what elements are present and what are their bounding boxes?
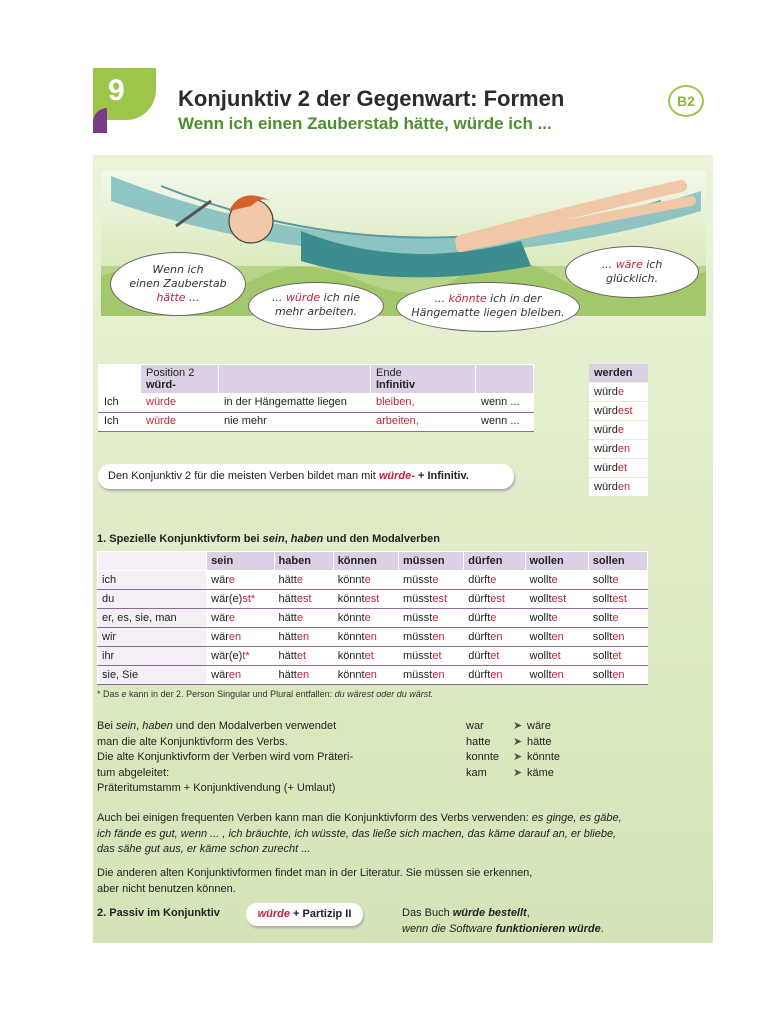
conjugation-cell: wollte: [525, 571, 588, 590]
conjugation-cell: dürfte: [464, 571, 525, 590]
speech-bubble-1: [110, 252, 246, 316]
t2-header-row: [98, 552, 648, 571]
table-row: [98, 647, 648, 666]
sentence-structure-table: [98, 364, 534, 432]
conjugation-cell: wäre: [207, 609, 274, 628]
conjugation-cell: solltest: [588, 590, 647, 609]
conjugation-cell: hätte: [274, 571, 333, 590]
arrow-icon: ➤: [513, 766, 523, 779]
explanation-paragraph-2: Auch bei einigen frequenten Verben kann man die Konjunktivform des Verbs verwenden: es ginge, es gäbe, ich fände es gut, wenn ... , ich bräuchte, ich wüsste, das ließe sich machen, das käme darauf an, er bliebe, das sähe gut aus, er käme schon zurecht ...: [97, 812, 622, 855]
bubble-1-line2: einen Zauberstab: [129, 277, 227, 290]
level-badge: B2: [668, 85, 704, 117]
werden-form: würden: [589, 440, 648, 458]
bubble-1-verb: hätte: [156, 291, 186, 304]
bubble-2-line2: mehr arbeiten.: [274, 305, 358, 318]
conjugation-cell: müssten: [398, 666, 463, 685]
person-label: er, es, sie, man: [98, 609, 207, 628]
pill-highlight: würde: [257, 908, 290, 920]
conjugation-cell: hätte: [274, 609, 333, 628]
conjugation-cell: wären: [207, 666, 274, 685]
t1-row: [99, 394, 534, 413]
conjugation-cell: müsste: [398, 609, 463, 628]
pill-text: + Partizip II: [289, 908, 352, 920]
conjugation-cell: wollten: [525, 666, 588, 685]
conjugation-cell: sollten: [588, 628, 647, 647]
t1-tail: wenn ...: [476, 413, 534, 432]
arrow-icon: ➤: [513, 735, 523, 748]
explanation-paragraph-3: Die anderen alten Konjunktivformen findet man in der Literatur. Sie müssen sie erkennen, aber nicht benutzen können.: [97, 867, 533, 895]
werden-conjugation-list: [589, 364, 648, 497]
t1-empty: [99, 365, 141, 394]
speech-bubble-4: [565, 246, 699, 298]
t1-verb: würde: [141, 413, 219, 432]
bubble-4-pre: ...: [601, 258, 616, 271]
bubble-4-verb: wäre: [615, 258, 643, 271]
preterite-to-subjunctive-list: [466, 719, 560, 781]
footnote: * Das e kann in der 2. Person Singular und Plural entfallen: du wärest oder du wärst.: [97, 689, 434, 699]
t1-subject: Ich: [99, 394, 141, 413]
conjugation-cell: müsstet: [398, 647, 463, 666]
conjugation-cell: wolltest: [525, 590, 588, 609]
section-1-heading: 1. Spezielle Konjunktivform bei sein, haben und den Modalverben: [97, 533, 440, 545]
t1-verb: würde: [141, 394, 219, 413]
conjugation-cell: hätten: [274, 666, 333, 685]
conjugation-cell: könnte: [333, 571, 398, 590]
werden-form: würdet: [589, 459, 648, 477]
t2-header: dürfen: [464, 552, 525, 571]
werden-form: würde: [589, 421, 648, 439]
werden-form: würde: [589, 383, 648, 401]
conjugation-cell: wär(e)st*: [207, 590, 274, 609]
arrow-icon: ➤: [513, 751, 523, 763]
table-row: [98, 628, 648, 647]
person-label: du: [98, 590, 207, 609]
t2-header: haben: [274, 552, 333, 571]
rule-box: [98, 464, 514, 489]
t1-tail: wenn ...: [476, 394, 534, 413]
speech-bubble-3: [396, 282, 580, 332]
t1-row: [99, 413, 534, 432]
bubble-3-verb: könnte: [448, 292, 487, 305]
table-row: [98, 609, 648, 628]
conjugation-cell: sollten: [588, 666, 647, 685]
person-label: wir: [98, 628, 207, 647]
t1-header-end: Ende Infinitiv: [371, 365, 476, 394]
bubble-4-line2: glücklich.: [605, 272, 659, 285]
t1-middle: in der Hängematte liegen: [219, 394, 371, 413]
t1-header-tail: [476, 365, 534, 394]
bubble-2-pre: ...: [271, 291, 286, 304]
t1-header-middle: [219, 365, 371, 394]
conjugation-cell: dürften: [464, 628, 525, 647]
rule-infinitive: + Infinitiv.: [414, 470, 469, 482]
t2-header-empty: [98, 552, 207, 571]
bubble-2-post: ich nie: [320, 291, 361, 304]
bubble-2-verb: würde: [285, 291, 321, 304]
passive-formula-pill: [246, 903, 363, 926]
t2-header: müssen: [398, 552, 463, 571]
bubble-3-pre: ...: [434, 292, 449, 305]
table-row: [98, 590, 648, 609]
conjugation-cell: dürften: [464, 666, 525, 685]
t2-header: sollen: [588, 552, 647, 571]
conjugation-cell: müssten: [398, 628, 463, 647]
arrow-icon: ➤: [513, 720, 523, 732]
chapter-badge: 9: [93, 68, 156, 120]
t1-subject: Ich: [99, 413, 141, 432]
conjugation-cell: wären: [207, 628, 274, 647]
conjugation-cell: dürftest: [464, 590, 525, 609]
t2-header: sein: [207, 552, 274, 571]
form-pair: konnte ➤ könnte: [466, 750, 560, 766]
conjugation-cell: wäre: [207, 571, 274, 590]
conjugation-cell: hättest: [274, 590, 333, 609]
rule-highlight: würde-: [378, 470, 415, 482]
table-row: [98, 666, 648, 685]
werden-form: würden: [589, 478, 648, 496]
conjugation-cell: sollte: [588, 609, 647, 628]
conjugation-cell: solltet: [588, 647, 647, 666]
bubble-1-line1: Wenn ich: [152, 263, 204, 276]
form-pair: war ➤ wäre: [466, 719, 560, 735]
form-pair: hatte ➤ hätte: [466, 735, 560, 751]
explanation-paragraph-1: Bei sein, haben und den Modalverben verwendet man die alte Konjunktivform des Verbs. Die alte Konjunktivform der Verben wird vom Präteri- tum abgeleitet: Präteritumstamm + Konjunktivendung (+ Umlaut): [97, 720, 354, 794]
conjugation-cell: wollte: [525, 609, 588, 628]
conjugation-cell: könntest: [333, 590, 398, 609]
t1-infinitive: bleiben,: [371, 394, 476, 413]
bubble-4-post: ich: [642, 258, 663, 271]
conjugation-cell: hätten: [274, 628, 333, 647]
conjugation-cell: dürfte: [464, 609, 525, 628]
t2-header: können: [333, 552, 398, 571]
conjugation-cell: müsstest: [398, 590, 463, 609]
bubble-3-line2: Hängematte liegen bleiben.: [411, 306, 565, 319]
t1-middle: nie mehr: [219, 413, 371, 432]
table-row: [98, 571, 648, 590]
speech-bubble-2: [248, 282, 384, 330]
t1-infinitive: arbeiten,: [371, 413, 476, 432]
rule-text: Den Konjunktiv 2 für die meisten Verben bildet man mit: [108, 470, 379, 482]
conjugation-cell: könnten: [333, 628, 398, 647]
conjugation-cell: dürftet: [464, 647, 525, 666]
conjugation-table: [97, 551, 648, 685]
t1-header-position2: Position 2 würd-: [141, 365, 219, 394]
werden-title: werden: [589, 364, 648, 382]
bubble-3-post: ich in der: [486, 292, 542, 305]
conjugation-cell: könnte: [333, 609, 398, 628]
conjugation-cell: könntet: [333, 647, 398, 666]
person-label: sie, Sie: [98, 666, 207, 685]
person-label: ihr: [98, 647, 207, 666]
conjugation-cell: wär(e)t*: [207, 647, 274, 666]
section-2-heading: 2. Passiv im Konjunktiv: [97, 907, 220, 919]
t2-header: wollen: [525, 552, 588, 571]
conjugation-cell: müsste: [398, 571, 463, 590]
conjugation-cell: wolltet: [525, 647, 588, 666]
conjugation-cell: sollte: [588, 571, 647, 590]
bubble-1-ellipsis: ...: [185, 291, 200, 304]
werden-form: würdest: [589, 402, 648, 420]
conjugation-cell: könnten: [333, 666, 398, 685]
conjugation-cell: wollten: [525, 628, 588, 647]
passive-example: Das Buch würde bestellt, wenn die Software funktionieren würde.: [402, 907, 604, 935]
page-subtitle: Wenn ich einen Zauberstab hätte, würde ich ...: [178, 114, 552, 133]
page-title: Konjunktiv 2 der Gegenwart: Formen: [178, 86, 565, 111]
conjugation-cell: hättet: [274, 647, 333, 666]
person-label: ich: [98, 571, 207, 590]
form-pair: kam ➤ käme: [466, 766, 560, 782]
